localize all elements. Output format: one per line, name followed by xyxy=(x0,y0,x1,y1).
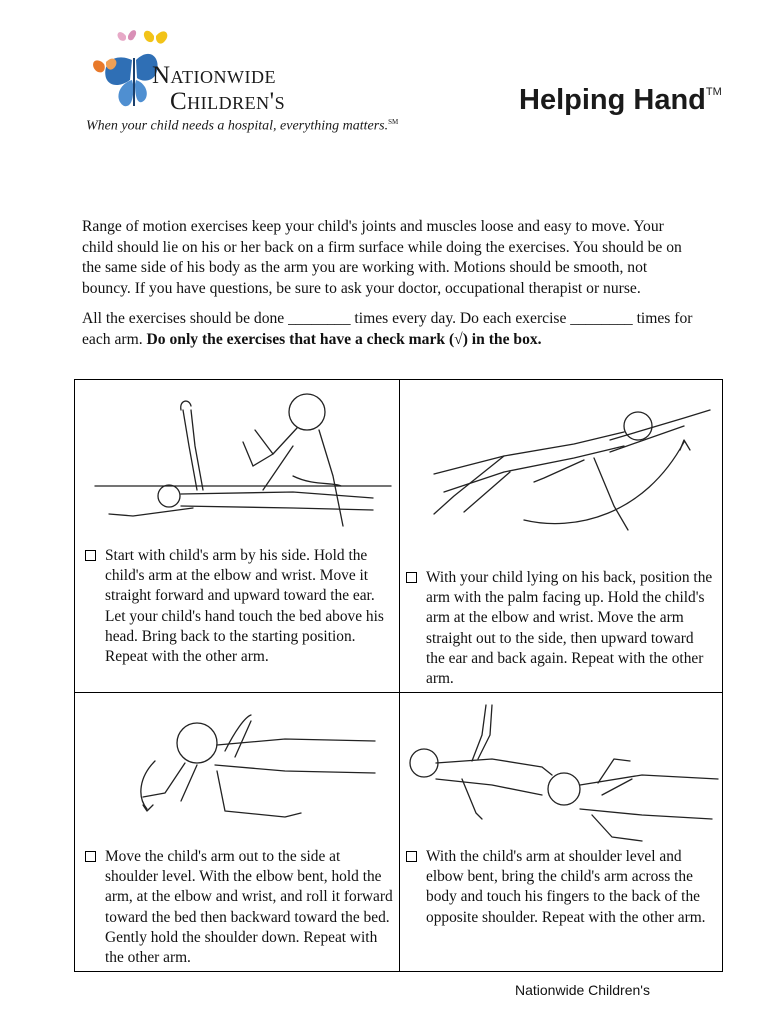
exercise-2-item xyxy=(426,568,716,689)
trademark-mark: TM xyxy=(705,86,722,98)
exercise-cell-2 xyxy=(400,380,723,692)
exercise-3-text: Move the child's arm out to the side at shoulder level. With the elbow bent, hold the arm, at the elbow and wrist, and roll it forward toward the bed then backward toward the bed. Gently hold the shoulder down. Repeat with the other arm. xyxy=(105,848,393,967)
exercise-4-text: With the child's arm at shoulder level and elbow bent, bring the child's arm across the body and touch his fingers to the back of the opposite shoulder. Repeat with the other arm. xyxy=(426,848,706,926)
exercise-1-text: Start with child's arm by his side. Hold the child's arm at the elbow and wrist. Move it straight forward and upward toward the ear. Let your child's hand touch the bed above his head. Bring back to the starting position. Repeat with the other arm. xyxy=(105,547,384,666)
exercise-4-illustration xyxy=(402,695,720,855)
intro-text xyxy=(82,217,694,350)
org-name-line2: Children's xyxy=(170,88,286,115)
exercise-3-item xyxy=(105,847,395,968)
exercise-cell-3 xyxy=(75,693,399,972)
exercise-3-illustration xyxy=(125,701,385,841)
tagline: When your child needs a hospital, everything matters.℠ xyxy=(86,118,399,134)
instructions-paragraph: All the exercises should be done ________ times every day. Do each exercise ________ times for each arm. Do only the exercises that have a check mark (√) in the box. xyxy=(82,310,693,348)
nationwide-childrens-logo xyxy=(84,22,399,142)
exercise-1-checkbox[interactable] xyxy=(85,550,96,561)
exercise-3-checkbox[interactable] xyxy=(85,851,96,862)
exercise-1-illustration xyxy=(93,386,393,546)
intro-paragraph: Range of motion exercises keep your child's joints and muscles loose and easy to move. Your child should lie on his or her back on a firm surface while doing the exercises. You should be on the same side of his body as the arm you are working with. Motions should be smooth, not bouncy. If you have questions, be sure to ask your doctor, occupational therapist or nurse. xyxy=(82,218,682,297)
exercise-cell-4 xyxy=(400,693,723,972)
exercise-grid xyxy=(74,379,723,972)
exercise-cell-1 xyxy=(75,380,399,692)
exercise-2-text: With your child lying on his back, position the arm with the palm facing up. Hold the child's arm at the elbow and wrist. Move the arm straight out to the side, then upward toward the ear and back again. Repeat with the other arm. xyxy=(426,569,713,688)
footer-org-name: Nationwide Children's xyxy=(515,982,650,998)
check-mark-instruction: Do only the exercises that have a check mark (√) in the box. xyxy=(146,330,542,348)
document-title: Helping Hand™ xyxy=(519,84,722,116)
exercise-4-item xyxy=(426,847,716,928)
exercise-2-checkbox[interactable] xyxy=(406,572,417,583)
exercise-2-illustration xyxy=(414,396,714,556)
org-name-line1: Nationwide xyxy=(152,62,277,89)
exercise-1-item xyxy=(105,546,395,667)
exercise-4-checkbox[interactable] xyxy=(406,851,417,862)
